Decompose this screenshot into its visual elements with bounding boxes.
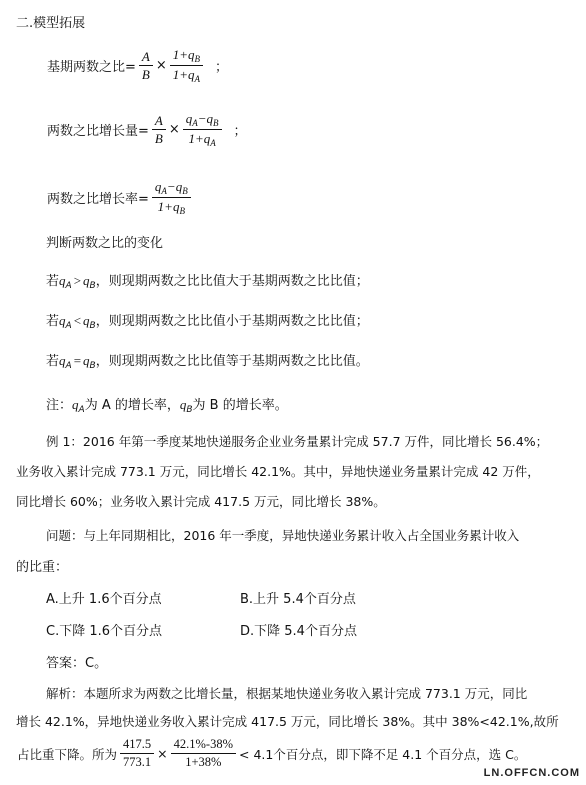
option-a: A.上升 1.6个百分点 (46, 592, 162, 607)
question-line-2: 的比重： (16, 560, 69, 575)
example-line-2: 业务收入累计完成 773.1 万元，同比增长 42.1%。其中，异地快递业务量累计完成 42 万件， (16, 464, 540, 479)
fraction-growth: $\frac{1+q_B}{1+q_A}$ (170, 46, 203, 85)
times-sign: × (155, 58, 167, 73)
judge-case-less: 若$q_A < q_B$，则现期两数之比比值小于基期两数之比比值； (46, 313, 369, 331)
fraction-a-over-b: $\frac{A}{B}$ (139, 48, 153, 83)
judge-note: 注：$q_A$为 A 的增长率，$q_B$为 B 的增长率。 (46, 397, 288, 415)
formula-base-ratio: 基期两数之比= $\frac{A}{B}$ × $\frac{1+q_B}{1+q_A}$ ； (47, 47, 229, 84)
option-b: B.上升 5.4个百分点 (240, 592, 356, 607)
judge-case-equal: 若$q_A = q_B$，则现期两数之比比值等于基期两数之比比值。 (46, 353, 369, 371)
option-d: D.下降 5.4个百分点 (240, 624, 357, 639)
fraction-growth: $\frac{q_A-q_B}{1+q_A}$ (183, 110, 222, 149)
example-line-1: 例 1：2016 年第一季度某地快递服务企业业务量累计完成 57.7 万件，同比增长 56.4%； (46, 434, 549, 449)
formula-label: 两数之比增长量= (47, 124, 149, 139)
watermark-logo: LN.OFFCN.COM (483, 767, 580, 779)
fraction-a-over-b: $\frac{A}{B}$ (152, 112, 166, 147)
answer: 答案：C。 (46, 656, 108, 671)
times-sign: × (168, 122, 180, 137)
formula-label: 基期两数之比= (47, 60, 136, 75)
example-line-3: 同比增长 60%；业务收入累计完成 417.5 万元，同比增长 38%。 (16, 494, 386, 509)
formula-ratio-increase: 两数之比增长量= $\frac{A}{B}$ × $\frac{q_A-q_B}{1+q_A}$ ； (47, 111, 247, 148)
section-title: 二.模型拓展 (16, 16, 86, 31)
explanation-line-1: 解析：本题所求为两数之比增长量，根据某地快递业务收入累计完成 773.1 万元，同比 (46, 686, 528, 701)
fraction-income: $\frac{417.5}{773.1}$ (120, 736, 154, 771)
formula-ratio-rate (46, 178, 193, 217)
fraction-growth: $\frac{q_A-q_B}{1+q_B}$ (152, 178, 191, 217)
fraction-growth-diff: $\frac{42.1\%-38\%}{1+38\%}$ (171, 736, 236, 771)
explanation-line-2: 增长 42.1%，异地快递业务收入累计完成 417.5 万元，同比增长 38%。其中 38%<42.1%,故所 (16, 714, 559, 729)
formula-label: 两数之比增长率= (47, 192, 149, 207)
question-line-1: 问题：与上年同期相比，2016 年一季度，异地快递业务累计收入占全国业务累计收入 (46, 528, 520, 543)
judge-title: 判断两数之比的变化 (46, 236, 164, 251)
option-c: C.下降 1.6个百分点 (46, 624, 163, 639)
judge-case-greater: 若$q_A > q_B$，则现期两数之比比值大于基期两数之比比值； (46, 273, 369, 291)
explanation-line-3: 占比重下降。所为 $\frac{417.5}{773.1}$ × $\frac{42.1\%-38\%}{1+38\%}$ < 4.1个百分点，即下降不足 4.1 个百分点，选 C。 (17, 737, 527, 769)
